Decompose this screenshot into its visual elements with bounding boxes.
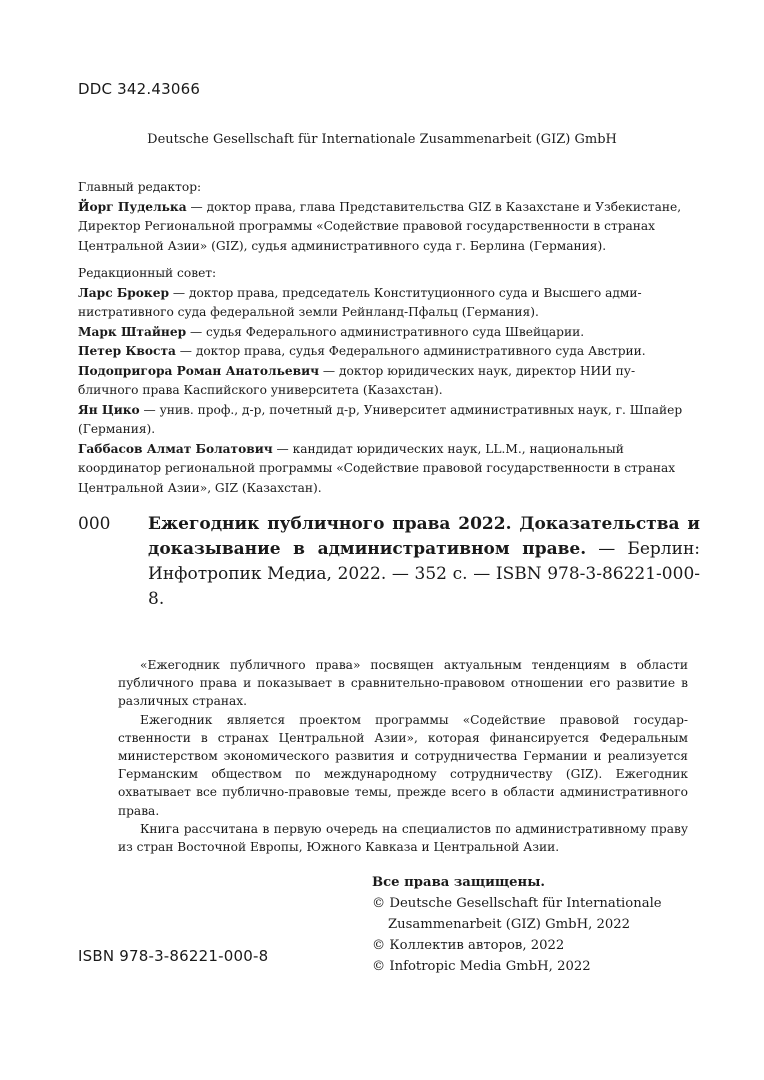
annotation-paragraph: Книга рассчитана в первую очередь на специалистов по административному праву из стран Восточной Европы, Южного Кавказа и Центральной Азии. xyxy=(118,821,688,855)
record-entry xyxy=(148,512,700,612)
chief-editor-section xyxy=(78,178,690,256)
board-member-description: — унив. проф., д-р, почетный д-р, Университет административных наук, г. Шпайер (Германия). xyxy=(78,402,683,436)
copyright-line: © Infotropic Media GmbH, 2022 xyxy=(372,959,591,974)
board-member xyxy=(78,362,690,401)
annotation xyxy=(118,656,688,856)
board-member-name: Ян Цико xyxy=(78,402,140,417)
copyright-line: © Коллектив авторов, 2022 xyxy=(372,938,565,953)
annotation-paragraph: Ежегодник является проектом программы «Содействие правовой государственности в странах Центральной Азии», которая финансируется Федеральным министерством экономического развития и сотрудничества Германии и реализуется Германским обществом по международному сотрудничеству (GIZ). Ежегодник охватывает все публично-правовые темы, прежде всего в области административного права. xyxy=(118,712,688,818)
annotation-paragraph: «Ежегодник публичного права» посвящен актуальным тенденциям в области публичного права и показывает в сравнительно-правовом отношении его развитие в различных странах. xyxy=(118,658,688,709)
ddc-classification: DDC 342.43066 xyxy=(78,80,201,98)
chief-editor-entry xyxy=(78,198,690,257)
record-title: Ежегодник публичного права 2022. Доказательства и доказывание в административном праве. xyxy=(148,514,700,559)
board-member-description: — судья Федерального административного суда Швейцарии. xyxy=(186,324,585,339)
board-member xyxy=(78,342,690,362)
editorial-board-section xyxy=(78,264,690,498)
board-member xyxy=(78,323,690,343)
record-number: 000 xyxy=(78,514,111,534)
board-member xyxy=(78,440,690,499)
board-member-name: Петер Квоста xyxy=(78,344,176,358)
copyright-block xyxy=(372,872,702,977)
rights-reserved: Все права защищены. xyxy=(372,875,546,890)
board-member-description: — кандидат юридических наук, LL.M., национальный координатор региональной программы «Содействие правовой государственности в странах Центральной Азии», GIZ (Казахстан). xyxy=(78,441,676,495)
board-member-name: Подопригора Роман Анатольевич xyxy=(78,363,320,378)
chief-editor-heading: Главный редактор: xyxy=(78,180,202,194)
editorial-board-heading: Редакционный совет: xyxy=(78,266,217,280)
copyright-line: © Deutsche Gesellschaft für Internationale Zusammenarbeit (GIZ) GmbH, 2022 xyxy=(372,896,662,932)
board-member-name: Габбасов Алмат Болатович xyxy=(78,441,273,456)
board-member-name: Ларс Брокер xyxy=(78,285,170,300)
chief-editor-description: — доктор права, глава Представительства GIZ в Казахстане и Узбекистане, Директор Региональной программы «Содействие правовой государственности в странах Центральной Азии» (GIZ), судья административного суда г. Берлина (Германия). xyxy=(78,199,682,253)
board-member-name: Марк Штайнер xyxy=(78,324,187,339)
bibliographic-record xyxy=(78,512,700,612)
chief-editor-name: Йорг Пуделька xyxy=(78,199,187,214)
board-member-description: — доктор права, судья Федерального административного суда Австрии. xyxy=(175,344,646,358)
board-member xyxy=(78,401,690,440)
isbn: ISBN 978-3-86221-000-8 xyxy=(78,947,269,965)
board-member-description: — доктор юридических наук, директор НИИ публичного права Каспийского университета (Казахстан). xyxy=(78,363,636,397)
record-details: — Берлин: Инфотропик Медиа, 2022. — 352 с. — ISBN 978-3-86221-000-8. xyxy=(148,539,700,609)
board-member xyxy=(78,284,690,323)
board-member-description: — доктор права, председатель Конституционного суда и Высшего административного суда федеральной земли Рейнланд-Пфальц (Германия). xyxy=(78,285,642,319)
publisher-name: Deutsche Gesellschaft für Internationale Zusammenarbeit (GIZ) GmbH xyxy=(147,132,617,147)
